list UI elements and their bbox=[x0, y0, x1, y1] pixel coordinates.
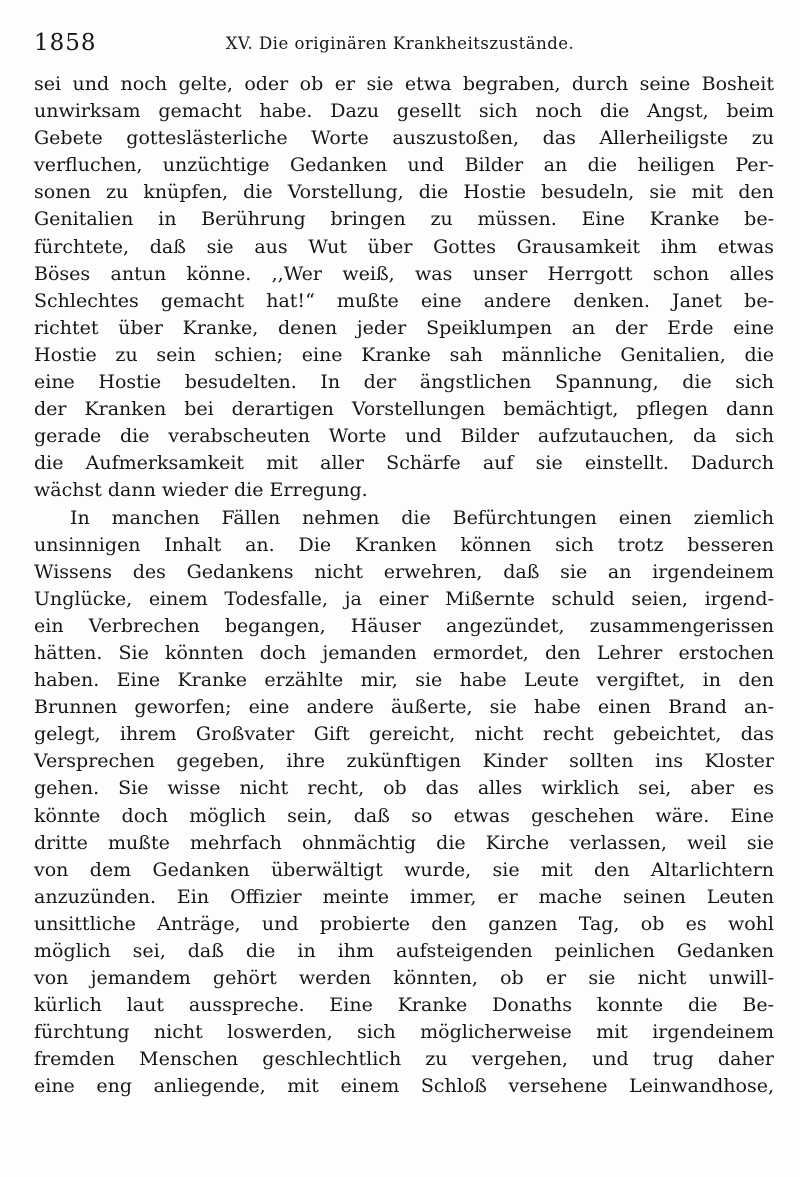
text-line: wächst dann wieder die Erregung. bbox=[34, 479, 368, 502]
text-line: ein Verbrechen begangen, Häuser angezündet, zusammengerissen bbox=[34, 614, 774, 637]
text-line: In manchen Fällen nehmen die Befürchtungen einen ziemlich bbox=[70, 506, 774, 529]
text-line: die Aufmerksamkeit mit aller Schärfe auf sie einstellt. Dadurch bbox=[34, 452, 774, 475]
text-line: gelegt, ihrem Großvater Gift gereicht, nicht recht gebeichtet, das bbox=[34, 723, 774, 746]
text-line: könnte doch möglich sein, daß so etwas geschehen wäre. Eine bbox=[34, 804, 774, 827]
text-line: gehen. Sie wisse nicht recht, ob das alles wirklich sei, aber es bbox=[34, 777, 774, 800]
text-line: von dem Gedanken überwältigt wurde, sie mit den Altarlichtern bbox=[34, 858, 774, 881]
body-text bbox=[34, 71, 774, 1101]
text-line: sonen zu knüpfen, die Vorstellung, die Hostie besudeln, sie mit den bbox=[34, 181, 774, 204]
text-line: möglich sei, daß die in ihm aufsteigenden peinlichen Gedanken bbox=[34, 940, 774, 962]
text-line: eine eng anliegende, mit einem Schloß versehene Leinwandhose, bbox=[34, 1075, 774, 1098]
text-line: Gebete gotteslästerliche Worte auszustoßen, das Allerheiligste zu bbox=[34, 127, 774, 150]
text-line: Genitalien in Berührung bringen zu müssen. Eine Kranke be- bbox=[34, 208, 774, 231]
text-line: Hostie zu sein schien; eine Kranke sah männliche Genitalien, die bbox=[34, 343, 774, 366]
text-line: hätten. Sie könnten doch jemanden ermordet, den Lehrer erstochen bbox=[34, 641, 774, 664]
text-line: sei und noch gelte, oder ob er sie etwa begraben, durch seine Bosheit bbox=[34, 73, 774, 95]
text-line: fürchtete, daß sie aus Wut über Gottes Grausamkeit ihm etwas bbox=[34, 235, 774, 258]
text-line: haben. Eine Kranke erzählte mir, sie habe Leute vergiftet, in den bbox=[34, 669, 774, 692]
text-line: anzuzünden. Ein Offizier meinte immer, er mache seinen Leuten bbox=[34, 885, 774, 908]
text-line: kürlich laut ausspreche. Eine Kranke Donaths konnte die Be- bbox=[34, 994, 774, 1017]
text-line: Versprechen gegeben, ihre zukünftigen Kinder sollten ins Kloster bbox=[34, 750, 774, 773]
text-line: Wissens des Gedankens nicht erwehren, daß sie an irgendeinem bbox=[34, 560, 774, 583]
text-line: verfluchen, unzüchtige Gedanken und Bilder an die heiligen Per- bbox=[34, 154, 774, 177]
text-line: fremden Menschen geschlechtlich zu vergehen, und trug daher bbox=[34, 1048, 774, 1071]
text-line: Unglücke, einem Todesfalle, ja einer Mißernte schuld seien, irgend- bbox=[34, 587, 774, 610]
text-line: der Kranken bei derartigen Vorstellungen bemächtigt, pflegen dann bbox=[34, 398, 774, 421]
text-line: unsittliche Anträge, und probierte den ganzen Tag, ob es wohl bbox=[34, 912, 774, 935]
page-number: 1858 bbox=[34, 30, 97, 56]
text-line: eine Hostie besudelten. In der ängstlichen Spannung, die sich bbox=[34, 371, 774, 394]
page-header bbox=[34, 30, 766, 60]
text-line: fürchtung nicht loswerden, sich möglicherweise mit irgendeinem bbox=[34, 1021, 774, 1044]
text-line: gerade die verabscheuten Worte und Bilder aufzutauchen, da sich bbox=[34, 425, 774, 448]
text-line: unsinnigen Inhalt an. Die Kranken können sich trotz besseren bbox=[34, 533, 774, 556]
text-line: Brunnen geworfen; eine andere äußerte, sie habe einen Brand an- bbox=[34, 696, 774, 719]
text-line: dritte mußte mehrfach ohnmächtig die Kirche verlassen, weil sie bbox=[34, 831, 774, 854]
text-line: von jemandem gehört werden könnten, ob er sie nicht unwill- bbox=[34, 967, 774, 990]
text-line: unwirksam gemacht habe. Dazu gesellt sich noch die Angst, beim bbox=[34, 100, 774, 123]
running-head: XV. Die originären Krankheitszustände. bbox=[225, 34, 575, 53]
text-line: Böses antun könne. ,,Wer weiß, was unser Herrgott schon alles bbox=[34, 262, 774, 285]
text-line: Schlechtes gemacht hat!“ mußte eine andere denken. Janet be- bbox=[34, 289, 774, 312]
text-line: richtet über Kranke, denen jeder Speiklumpen an der Erde eine bbox=[34, 316, 774, 339]
